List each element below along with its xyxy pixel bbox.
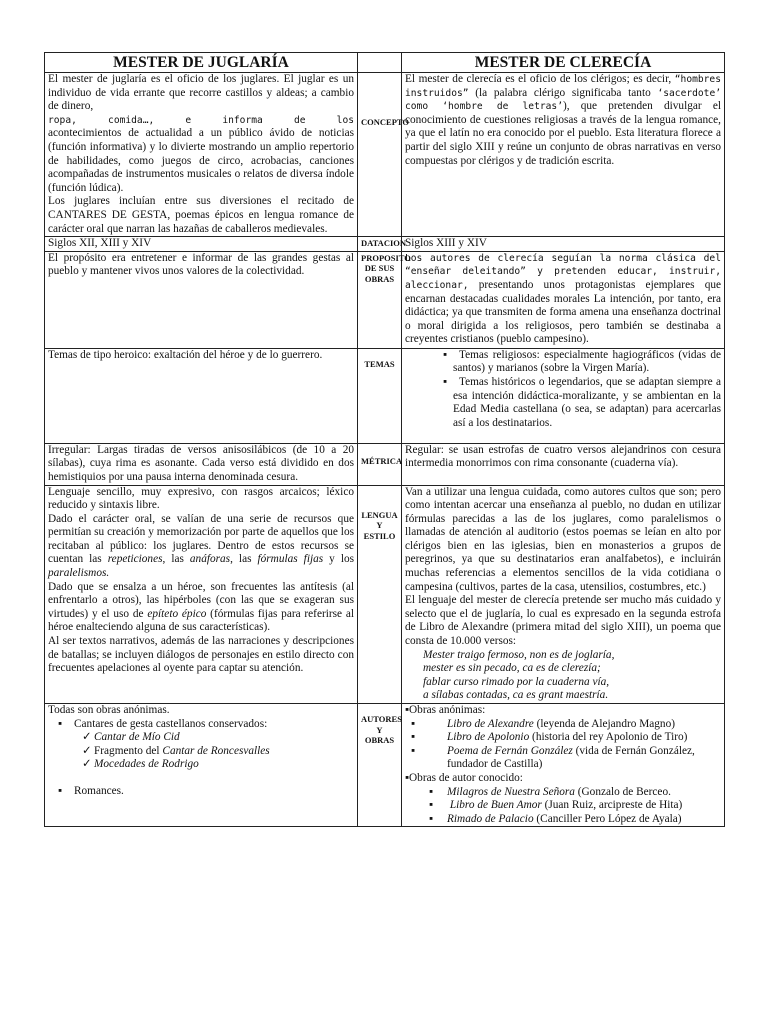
check-item — [429, 731, 721, 745]
lengua-text: (fórmulas fijas para referirse al héroe enalteciendo alguna de sus características). — [48, 607, 354, 634]
autores-row — [45, 704, 725, 827]
check-item-title: Rimado de Palacio — [447, 812, 534, 825]
header-row — [45, 53, 725, 73]
proposito-row — [45, 251, 725, 348]
lengua-italic: fórmulas fijas — [257, 553, 324, 566]
lengua-italic: epíteto épico — [147, 607, 207, 620]
check-item — [76, 745, 354, 759]
verse-line: fablar curso rimado por la cuaderna vía, — [423, 675, 610, 688]
datacion-juglaria: Siglos XII, XIII y XIV — [45, 237, 358, 252]
check-list — [52, 731, 354, 772]
concepto-clerecia-quote1: “hombres instruidos” — [405, 74, 721, 99]
check-item-text: (Canciller Pero López de Ayala) — [533, 812, 682, 825]
check-item — [429, 718, 721, 732]
check-list — [405, 718, 721, 772]
metrica-juglaria: Irregular: Largas tiradas de versos anisosilábicos (de 10 a 20 sílabas), cuya rima es asonante. Cada verso está dividido en dos hemistiquios por una pausa interna denominada cesura. — [45, 443, 358, 485]
lengua-clerecia — [402, 485, 725, 704]
check-item-text: (Gonzalo de Berceo. — [574, 785, 671, 798]
lengua-juglaria-p3 — [48, 581, 354, 635]
temas-item: ▪ Temas históricos o legendarios, que se adaptan siempre a esa intención didáctica-moralizante, y se ambientan en la Edad Media castellana (o sea, se adaptan) para acercarlas así a los destinatarios. — [409, 376, 721, 430]
lengua-juglaria-p2 — [48, 513, 354, 581]
list-item — [405, 772, 721, 826]
lengua-row — [45, 485, 725, 704]
lengua-text: Dado el carácter oral, se valían de una serie de recursos que permitían su creación y memorización por parte de aquellos que los recitaban al público: los juglares. Dentro de estos recursos se cuentan las — [48, 512, 354, 566]
concepto-juglaria-p4: Los juglares incluían entre sus diversiones el recitado de CANTARES DE GESTA, poemas épicos en lengua romance de carácter oral que narran las hazañas de caballeros medievales. — [48, 195, 354, 235]
concepto-row — [45, 73, 725, 237]
comparison-table — [44, 52, 725, 827]
concepto-juglaria-p2: ropa, comida…, e informa de los — [48, 114, 354, 126]
check-item-title: Cantar de Roncesvalles — [162, 744, 270, 757]
concepto-clerecia-b: (la palabra clérigo significaba tanto — [468, 86, 651, 99]
header-gap — [358, 53, 402, 73]
check-item-text: (leyenda de Alejandro Magno) — [533, 717, 675, 730]
list-item-text: Cantares de gesta castellanos conservados: — [74, 717, 268, 730]
autores-clerecia — [402, 704, 725, 827]
check-item-title: Mocedades de Rodrigo — [94, 758, 199, 771]
lengua-juglaria — [45, 485, 358, 704]
lengua-italic: paralelismos. — [48, 567, 110, 580]
temas-clerecia — [402, 348, 725, 443]
autores-juglaria — [45, 704, 358, 827]
check-item-title: Libro de Buen Amor — [447, 799, 542, 812]
check-item-title: Cantar de Mío Cid — [94, 731, 180, 744]
verse-line: a sílabas contadas, ca es grant maestría. — [423, 689, 609, 702]
juglaria-title: MESTER DE JUGLARÍA — [45, 53, 358, 73]
list-item — [405, 704, 721, 772]
list-item-text: Obras anónimas: — [409, 704, 486, 716]
check-item-text: Fragmento del — [94, 744, 163, 757]
concepto-juglaria-p3: acontecimientos de actualidad a un público ávido de noticias (función informativa) y lo divierte mostrando un amplio repertorio de habilidades, como juegos de circo, acrobacias, canciones acompañadas de instrumentos musicales o relatos de diversa índole (función lúdica). — [48, 127, 354, 194]
check-item — [429, 799, 721, 813]
autores-juglaria-intro: Todas son obras anónimas. — [48, 704, 170, 716]
check-item — [429, 786, 721, 800]
document-page — [44, 52, 724, 827]
lengua-text: , las — [162, 553, 190, 566]
temas-list — [405, 349, 721, 431]
list-item — [52, 718, 354, 772]
lengua-text: y los — [323, 553, 355, 566]
datacion-row — [45, 237, 725, 252]
autores-label: AUTORES Y OBRAS — [358, 704, 402, 827]
check-item — [429, 813, 721, 827]
autores-clerecia-list — [405, 704, 721, 826]
lengua-clerecia-p2: El lenguaje del mester de clerecía pretende ser mucho más cuidado y selecto que el de juglaría, lo cual es expresado en la segunda estrofa de Libro de Alexandre (primera mitad del siglo XIII), un poema que consta de 10.000 versos: — [405, 594, 721, 648]
check-item — [76, 758, 354, 772]
lengua-text: Dado que se ensalza a un héroe, son frecuentes las antítesis (al enfrentarlo a otros), las hipérboles (con las que se exageran sus virtudes) y el uso de — [48, 580, 354, 620]
check-item-text: (Juan Ruiz, arcipreste de Hita) — [541, 799, 683, 812]
metrica-row — [45, 443, 725, 485]
check-item-title: Libro de Alexandre — [447, 717, 534, 730]
temas-label: TEMAS — [358, 348, 402, 443]
lengua-clerecia-p1: Van a utilizar una lengua cuidada, como autores cultos que son; pero como intentan acercar una enseñanza al pueblo, no dudan en utilizar fórmulas parecidas a las de los juglares, como paralelismos o llamadas de atención al auditorio (estos poemas se leían en alto por clérigos bien en las iglesias, bien en monasterios a grupos de peregrinos, ya que su destinatarios eran analfabetos), e incluirán muchas referencias a elementos sencillos de la vida cotidiana o campesina (cultivos, partes de la casa, utensilios, costumbres, etc.) — [405, 485, 721, 593]
lengua-juglaria-p1: Lenguaje sencillo, muy expresivo, con rasgos arcaicos; léxico reducido y sintaxis libre. — [48, 485, 354, 512]
temas-juglaria: Temas de tipo heroico: exaltación del héroe y de lo guerrero. — [45, 348, 358, 443]
proposito-clerecia-rest: presentando unos protagonistas ejemplares que encarnan destacadas cualidades morales La intención, por tanto, era didáctica; ya que transmiten de forma amena una enseñanza doctrinal o moral dirigida a los religiosos, pero también se destinaba a creyentes cristianos (pueblo campesino). — [405, 278, 722, 346]
concepto-juglaria — [45, 73, 358, 237]
concepto-juglaria-p1: El mester de juglaría es el oficio de los juglares. El juglar es un individuo de vida errante que recorre castillos y aldeas; a cambio de dinero, — [48, 73, 354, 113]
lengua-juglaria-p4: Al ser textos narrativos, además de las narraciones y descripciones de batallas; se incluyen diálogos de personajes en estilo directo con frecuentes apelaciones al oyente para captar su atención. — [48, 635, 354, 675]
list-item: ▪ Romances. — [52, 785, 354, 799]
check-item-title: Libro de Apolonio — [447, 731, 530, 744]
lengua-italic: repeticiones — [107, 553, 163, 566]
datacion-clerecia: Siglos XIII y XIV — [402, 237, 725, 252]
temas-row — [45, 348, 725, 443]
check-item — [76, 731, 354, 745]
lengua-text: , las — [230, 553, 258, 566]
concepto-clerecia-c: ), que pretenden divulgar el conocimiento de cuestiones religiosas a través de la lengua romance, ya que el latín no era conocido por el pueblo. Esta literatura florece a partir del siglo XIII y reúne un conjunto de obras narrativas en verso compuestas por clérigos y de tradición escrita. — [405, 100, 721, 167]
clerecia-title: MESTER DE CLERECÍA — [402, 53, 725, 73]
lengua-label: LENGUA Y ESTILO — [358, 485, 402, 704]
lengua-italic: anáforas — [189, 553, 231, 566]
datacion-label: DATACION — [358, 237, 402, 252]
concepto-label: CONCEPTO — [358, 73, 402, 237]
concepto-clerecia-quote2: ‘sacerdote’ como ‘hombre de letras’ — [405, 87, 722, 113]
check-list — [405, 786, 721, 827]
check-item-text: (vida de Fernán González, fundador de Castilla) — [447, 744, 695, 771]
metrica-clerecia: Regular: se usan estrofas de cuatro versos alejandrinos con cesura intermedia monorrimos con rima consonante (cuaderna vía). — [402, 443, 725, 485]
autores-juglaria-list — [48, 718, 354, 799]
proposito-clerecia — [402, 251, 725, 348]
concepto-clerecia — [402, 73, 725, 237]
concepto-clerecia-a: El mester de clerecía es el oficio de los clérigos; es decir, — [405, 73, 672, 85]
temas-item: ▪ Temas religiosos: especialmente hagiográficos (vidas de santos) y marianos (sobre la Virgen María). — [409, 349, 721, 376]
metrica-label: MÉTRICA — [358, 443, 402, 485]
list-item-text: Obras de autor conocido: — [409, 771, 523, 784]
check-item-title: Poema de Fernán González — [447, 744, 573, 757]
proposito-juglaria: El propósito era entretener e informar de las grandes gestas al pueblo y mantener vivos unos valores de la colectividad. — [45, 251, 358, 348]
check-item-title: Milagros de Nuestra Señora — [447, 785, 575, 798]
proposito-clerecia-mono: Los autores de clerecía seguían la norma clásica del “enseñar deleitando” y pretenden educar, instruir, aleccionar, — [405, 252, 721, 291]
check-item — [429, 745, 721, 772]
proposito-label: PROPOSITO DE SUS OBRAS — [358, 251, 402, 348]
verse-line: mester es sin pecado, ca es de clerezía; — [423, 662, 601, 675]
check-item-text: (historia del rey Apolonio de Tiro) — [529, 731, 688, 744]
verse-line: Mester traigo fermoso, non es de joglaría, — [423, 648, 615, 661]
